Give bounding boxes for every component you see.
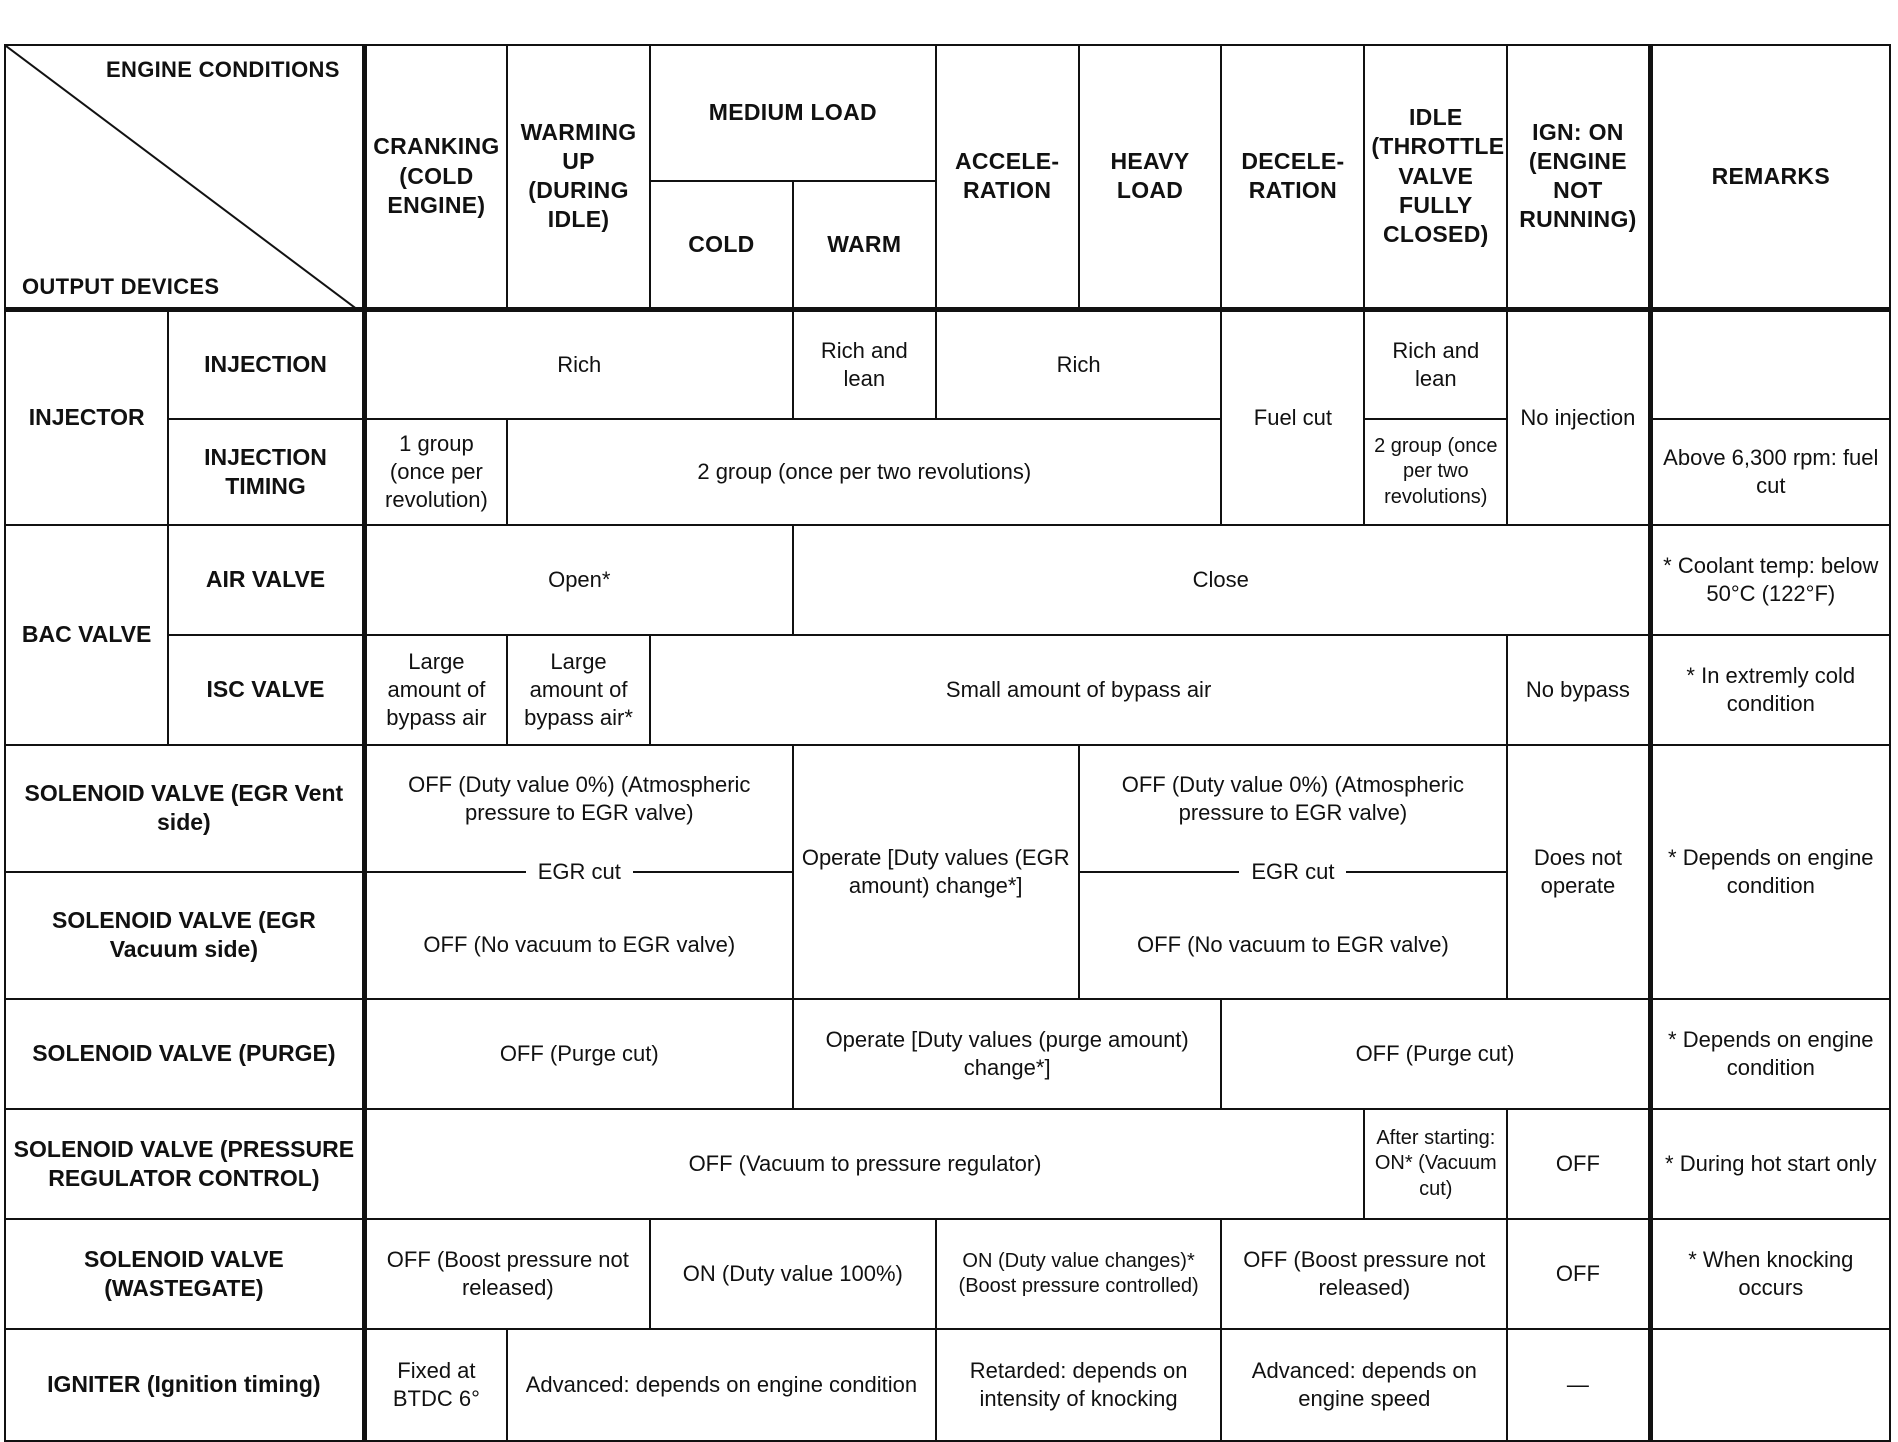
- cell-wastegate-off-3: OFF: [1507, 1219, 1650, 1329]
- corner-header: [5, 45, 364, 309]
- header-remarks: REMARKS: [1650, 45, 1890, 309]
- remark-prc: * During hot start only: [1650, 1109, 1890, 1219]
- cell-igniter-dash: —: [1507, 1329, 1650, 1441]
- header-medium-warm: WARM: [793, 181, 936, 309]
- cell-two-group-idle: 2 group (once per two revolutions): [1364, 419, 1507, 525]
- cell-air-valve-open: Open*: [364, 525, 793, 635]
- cell-isc-no-bypass: No bypass: [1507, 635, 1650, 745]
- egr-cut-label-2: EGR cut: [1251, 859, 1335, 884]
- remark-egr: * Depends on engine condition: [1650, 745, 1890, 999]
- cell-air-valve-close: Close: [793, 525, 1650, 635]
- cell-no-injection: No injection: [1507, 309, 1650, 525]
- cell-purge-off-1: OFF (Purge cut): [364, 999, 793, 1109]
- engine-control-table: [4, 44, 1891, 1442]
- cell-prc-off: OFF (Vacuum to pressure regulator): [364, 1109, 1364, 1219]
- egr-cut-divider-2: [1080, 858, 1507, 886]
- row-label-injector: INJECTOR: [5, 309, 168, 525]
- cell-two-group: 2 group (once per two revolutions): [507, 419, 1221, 525]
- cell-fuel-cut: Fuel cut: [1221, 309, 1364, 525]
- cell-egr-off-duty-2: OFF (Duty value 0%) (Atmospheric pressure to EGR valve): [1121, 772, 1465, 825]
- cell-igniter-retarded: Retarded: depends on intensity of knocking: [936, 1329, 1222, 1441]
- cell-purge-operate: Operate [Duty values (purge amount) change*]: [793, 999, 1222, 1109]
- row-label-wastegate: SOLENOID VALVE (WASTEGATE): [5, 1219, 364, 1329]
- cell-one-group: 1 group (once per revolution): [364, 419, 507, 525]
- row-label-igniter: IGNITER (Ignition timing): [5, 1329, 364, 1441]
- cell-igniter-fixed: Fixed at BTDC 6°: [364, 1329, 507, 1441]
- cell-isc-small: Small amount of bypass air: [650, 635, 1507, 745]
- cell-egr-off-group-2: [1079, 745, 1508, 999]
- cell-wastegate-on-changes: ON (Duty value changes)* (Boost pressure controlled): [936, 1219, 1222, 1329]
- engine-control-table-wrapper: [4, 44, 1891, 1442]
- cell-igniter-advanced-1: Advanced: depends on engine condition: [507, 1329, 936, 1441]
- cell-prc-after-start: After starting: ON* (Vacuum cut): [1364, 1109, 1507, 1219]
- cell-injection-rich-lean-warm: Rich and lean: [793, 309, 936, 419]
- row-label-air-valve: AIR VALVE: [168, 525, 364, 635]
- row-label-injection-timing: INJECTION TIMING: [168, 419, 364, 525]
- row-label-bac-valve: BAC VALVE: [5, 525, 168, 745]
- cell-egr-off-duty-1: OFF (Duty value 0%) (Atmospheric pressure to EGR valve): [408, 772, 751, 825]
- header-medium-load: MEDIUM LOAD: [650, 45, 936, 181]
- row-label-injection: INJECTION: [168, 309, 364, 419]
- output-devices-label: OUTPUT DEVICES: [22, 273, 220, 299]
- cell-wastegate-on: ON (Duty value 100%): [650, 1219, 936, 1329]
- remark-injection-timing: Above 6,300 rpm: fuel cut: [1650, 419, 1890, 525]
- header-heavy-load: HEAVY LOAD: [1079, 45, 1222, 309]
- diagonal-line: [6, 46, 358, 310]
- row-label-purge: SOLENOID VALVE (PURGE): [5, 999, 364, 1109]
- row-label-egr-vacuum: SOLENOID VALVE (EGR Vacuum side): [5, 872, 364, 999]
- remark-purge: * Depends on engine condition: [1650, 999, 1890, 1109]
- cell-igniter-remark-empty: [1650, 1329, 1890, 1441]
- cell-injection-remark-empty: [1650, 309, 1890, 419]
- header-warming-up: WARMING UP (DURING IDLE): [507, 45, 650, 309]
- header-acceleration: ACCELE- RATION: [936, 45, 1079, 309]
- egr-cut-divider-1: [367, 858, 792, 886]
- cell-igniter-advanced-2: Advanced: depends on engine speed: [1221, 1329, 1507, 1441]
- cell-purge-off-2: OFF (Purge cut): [1221, 999, 1650, 1109]
- engine-conditions-label: ENGINE CONDITIONS: [106, 57, 340, 82]
- egr-cut-label-1: EGR cut: [537, 859, 621, 884]
- cell-egr-operate: Operate [Duty values (EGR amount) change*]: [793, 745, 1079, 999]
- remark-wastegate: * When knocking occurs: [1650, 1219, 1890, 1329]
- header-deceleration: DECELE- RATION: [1221, 45, 1364, 309]
- row-label-egr-vent: SOLENOID VALVE (EGR Vent side): [5, 745, 364, 872]
- cell-wastegate-off-2: OFF (Boost pressure not released): [1221, 1219, 1507, 1329]
- cell-prc-off-ign: OFF: [1507, 1109, 1650, 1219]
- header-medium-cold: COLD: [650, 181, 793, 309]
- cell-isc-large-2: Large amount of bypass air*: [507, 635, 650, 745]
- cell-egr-off-vacuum-2: OFF (No vacuum to EGR valve): [1137, 931, 1449, 957]
- cell-egr-does-not-operate: Does not operate: [1507, 745, 1650, 999]
- cell-egr-off-group-1: [364, 745, 793, 999]
- row-label-isc-valve: ISC VALVE: [168, 635, 364, 745]
- cell-isc-large-1: Large amount of bypass air: [364, 635, 507, 745]
- cell-injection-rich-lean-idle: Rich and lean: [1364, 309, 1507, 419]
- row-label-prc: SOLENOID VALVE (PRESSURE REGULATOR CONTROL): [5, 1109, 364, 1219]
- cell-injection-rich: Rich: [364, 309, 793, 419]
- remark-isc-valve: * In extremly cold condition: [1650, 635, 1890, 745]
- header-idle: IDLE (THROTTLE VALVE FULLY CLOSED): [1364, 45, 1507, 309]
- header-cranking: CRANKING (COLD ENGINE): [364, 45, 507, 309]
- header-ign-on: IGN: ON (ENGINE NOT RUNNING): [1507, 45, 1650, 309]
- cell-egr-off-vacuum-1: OFF (No vacuum to EGR valve): [423, 931, 736, 957]
- remark-air-valve: * Coolant temp: below 50°C (122°F): [1650, 525, 1890, 635]
- cell-wastegate-off-1: OFF (Boost pressure not released): [364, 1219, 650, 1329]
- cell-injection-rich-accel: Rich: [936, 309, 1222, 419]
